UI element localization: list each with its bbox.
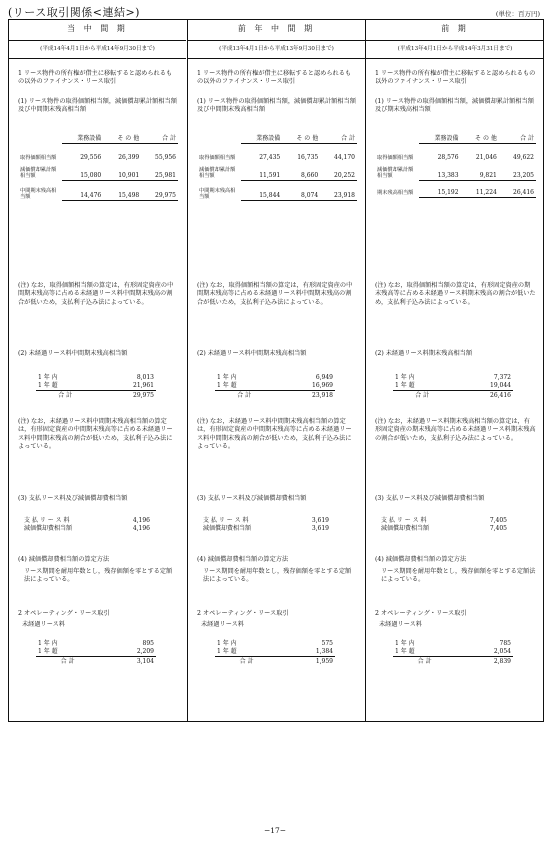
method-text: リース期間を耐用年数とし，残存価額を零とする定額法によっている。	[203, 568, 352, 584]
table-row: 合 計 23,918	[237, 392, 333, 400]
col-head-equipment: 業務設備	[419, 135, 461, 144]
table-row: 合 計 3,104	[60, 658, 154, 666]
table-row: 取得価額相当額 28,576 21,046 49,622	[377, 154, 534, 162]
subsection-acquisition: (1) リース物件の取得価額相当額，減価償却累計額相当額及び期末残高相当額	[375, 98, 534, 114]
col-head-total: 合 計	[141, 135, 178, 144]
table-row: 1 年 内 6,949	[217, 374, 333, 381]
subsection-method: (4) 減価償却費相当額の算定方法	[197, 556, 289, 563]
table-row: 減価償却費相当額 3,619	[203, 525, 329, 533]
column-header	[9, 20, 186, 59]
table-row: 1 年 超 2,209	[38, 648, 154, 656]
table-row: 1 年 内 785	[395, 640, 511, 647]
section-operating-lease: 2 オペレーティング・リース取引	[18, 610, 110, 617]
subsection-payments: (3) 支払リース料及び減価償却費相当額	[18, 495, 128, 502]
subsection-payments: (3) 支払リース料及び減価償却費相当額	[197, 495, 307, 502]
table-row: 支 払 リ ー ス 料 4,196	[24, 517, 150, 524]
period-title: 前 年 中 間 期	[237, 24, 316, 33]
column-header	[188, 20, 365, 59]
operating-subtitle: 未経過リース料	[22, 621, 66, 628]
method-text: リース期間を耐用年数とし，残存価額を零とする定額法によっている。	[24, 568, 173, 584]
table-row: 中間期末残高相当額 14,476 15,498 29,975	[20, 187, 176, 200]
col-head-other: そ の 他	[282, 135, 320, 144]
table-row: 合 計 29,975	[58, 392, 154, 400]
table-row: 1 年 内 8,013	[38, 374, 154, 381]
period-title: 前 期	[441, 24, 469, 33]
operating-table	[18, 640, 178, 666]
table-row: 合 計 1,959	[239, 658, 333, 666]
column-prior-year	[365, 20, 544, 721]
col-head-other: そ の 他	[461, 135, 499, 144]
col-head-other: そ の 他	[103, 135, 141, 144]
section-finance-lease: 1 リース物件の所有権が借主に移転すると認められるもの以外のファイナンス・リース取引	[18, 70, 173, 86]
column-current-interim	[9, 20, 186, 721]
table-row: 1 年 超 19,044	[395, 382, 511, 390]
acquisition-table	[375, 135, 536, 198]
subsection-payments: (3) 支払リース料及び減価償却費相当額	[375, 495, 485, 502]
future-payments-table	[18, 374, 178, 400]
table-row: 1 年 超 16,969	[217, 382, 333, 390]
subsection-future-payments: (2) 未経過リース料中間期末残高相当額	[197, 350, 307, 357]
operating-subtitle: 未経過リース料	[379, 621, 423, 628]
note-acquisition: (注) なお，取得価額相当額の算定は，有形固定資産の中間期末残高等に占める未経過リース料中間期末残高の割合が低いため，支払利子込み法によっている。	[18, 282, 174, 306]
section-operating-lease: 2 オペレーティング・リース取引	[197, 610, 289, 617]
col-head-equipment: 業務設備	[241, 135, 282, 144]
note-acquisition: (注) なお，取得価額相当額の算定は，有形固定資産の期末残高等に占める未経過リース料期末残高の割合が低いため，支払利子込み法によっている。	[375, 282, 536, 306]
subsection-future-payments: (2) 未経過リース料期末残高相当額	[375, 350, 473, 357]
table-row: 減価償却費相当額 4,196	[24, 525, 150, 533]
table-row: 1 年 超 2,054	[395, 648, 511, 656]
table-row: 合 計 26,416	[415, 392, 511, 400]
operating-table	[197, 640, 357, 666]
table-row: 減価償却費相当額 7,405	[381, 525, 507, 533]
period-range: (平成13年4月1日から平成13年9月30日まで)	[219, 45, 334, 52]
page-title: (リース取引関係<連結>)	[8, 6, 140, 19]
table-row: 合 計 2,839	[417, 658, 511, 666]
period-range: (平成13年4月1日から平成14年3月31日まで)	[397, 45, 513, 52]
col-head-equipment: 業務設備	[62, 135, 103, 144]
table-row: 期末残高相当額 15,192 11,224 26,416	[377, 188, 534, 197]
method-text: リース期間を耐用年数とし，残存価額を零とする定額法によっている。	[381, 568, 536, 584]
subsection-method: (4) 減価償却費相当額の算定方法	[18, 556, 110, 563]
future-payments-table	[197, 374, 357, 400]
col-head-total: 合 計	[320, 135, 357, 144]
table-row: 取得価額相当額 29,556 26,399 55,956	[20, 154, 176, 162]
section-finance-lease: 1 リース物件の所有権が借主に移転すると認められるもの以外のファイナンス・リース取引	[375, 70, 536, 86]
table-row: 1 年 超 21,961	[38, 382, 154, 390]
operating-table	[375, 640, 536, 666]
section-operating-lease: 2 オペレーティング・リース取引	[375, 610, 467, 617]
table-row: 取得価額相当額 27,435 16,735 44,170	[199, 154, 355, 162]
table-row: 中間期末残高相当額 15,844 8,074 23,918	[199, 187, 355, 200]
page-number: −17−	[263, 826, 287, 835]
operating-subtitle: 未経過リース料	[201, 621, 245, 628]
note-acquisition: (注) なお，取得価額相当額の算定は，有形固定資産の中間期末残高等に占める未経過リース料中間期末残高の割合が低いため，支払利子込み法によっている。	[197, 282, 353, 306]
table-row: 1 年 内 7,372	[395, 374, 511, 381]
payments-table	[197, 517, 357, 533]
payments-table	[18, 517, 178, 533]
subsection-acquisition: (1) リース物件の取得価額相当額，減価償却累計額相当額及び中間期末残高相当額	[18, 98, 177, 114]
column-header	[366, 20, 544, 59]
lease-table-frame	[8, 19, 544, 722]
acquisition-table	[197, 135, 357, 201]
table-row: 1 年 内 575	[217, 640, 333, 647]
table-row: 支 払 リ ー ス 料 3,619	[203, 517, 329, 524]
table-row: 減価償却累計額相当額 15,080 10,901 25,981	[20, 167, 176, 180]
table-row: 1 年 内 895	[38, 640, 154, 647]
subsection-acquisition: (1) リース物件の取得価額相当額，減価償却累計額相当額及び中間期末残高相当額	[197, 98, 356, 114]
table-row: 減価償却累計額相当額 13,383 9,821 23,205	[377, 167, 534, 180]
col-head-total: 合 計	[499, 135, 536, 144]
section-finance-lease: 1 リース物件の所有権が借主に移転すると認められるもの以外のファイナンス・リース取引	[197, 70, 352, 86]
note-future-payments: (注) なお，未経過リース料期末残高相当額の算定は，有形固定資産の期末残高等に占める未経過リース料期末残高の割合が低いため，支払利子込み法によっている。	[375, 418, 536, 442]
payments-table	[375, 517, 536, 533]
table-row: 減価償却累計額相当額 11,591 8,660 20,252	[199, 167, 355, 180]
table-row: 1 年 超 1,384	[217, 648, 333, 656]
acquisition-table	[18, 135, 178, 201]
future-payments-table	[375, 374, 536, 400]
table-row: 支 払 リ ー ス 料 7,405	[381, 517, 507, 524]
unit-label: (単位：百万円)	[495, 10, 540, 18]
period-title: 当 中 間 期	[67, 24, 128, 33]
subsection-method: (4) 減価償却費相当額の算定方法	[375, 556, 467, 563]
period-range: (平成14年4月1日から平成14年9月30日まで)	[40, 45, 155, 52]
note-future-payments: (注) なお，未経過リース料中間期末残高相当額の算定は，有形固定資産の中間期末残高等に占める未経過リース料中間期末残高の割合が低いため，支払利子込み法によっている。	[18, 418, 173, 451]
subsection-future-payments: (2) 未経過リース料中間期末残高相当額	[18, 350, 128, 357]
column-prior-interim	[187, 20, 365, 721]
note-future-payments: (注) なお，未経過リース料中間期末残高相当額の算定は，有形固定資産の中間期末残高等に占める未経過リース料中間期末残高の割合が低いため，支払利子込み法によっている。	[197, 418, 352, 451]
